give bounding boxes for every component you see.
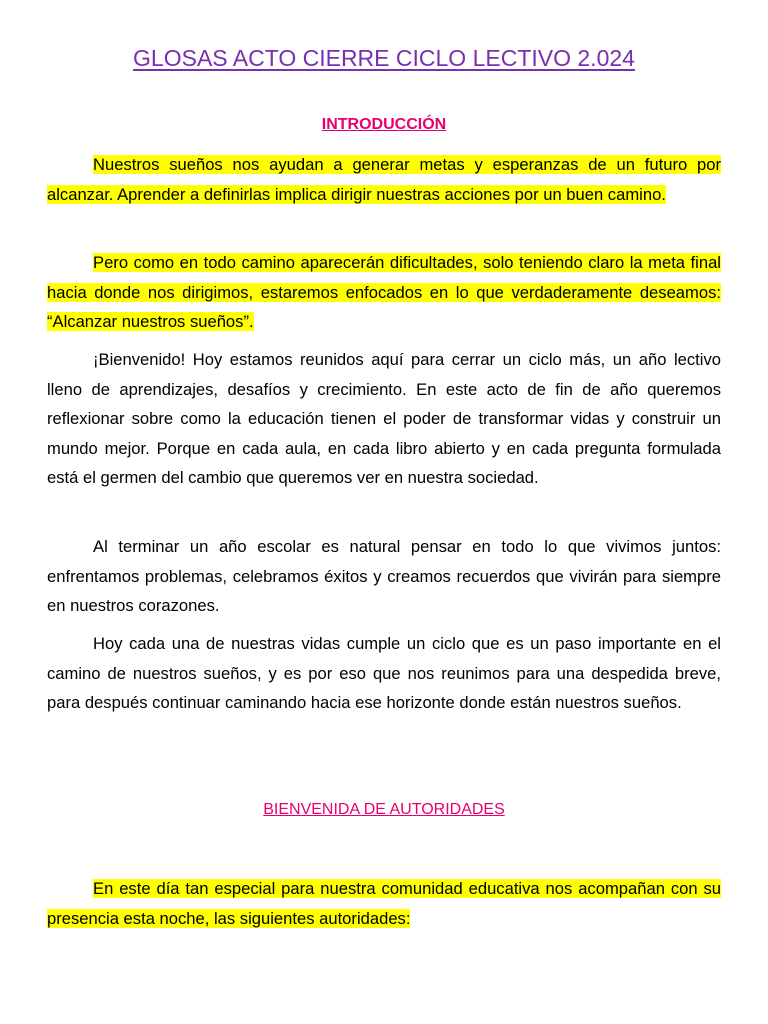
- paragraph-5-text: Hoy cada una de nuestras vidas cumple un ciclo que es un paso importante en el camino de nuestros sueños, y es por eso que nos reunimos para una despedida breve, para después continuar caminando hacia ese horizonte donde están nuestros sueños.: [47, 634, 721, 712]
- paragraph-4-text: Al terminar un año escolar es natural pensar en todo lo que vivimos juntos: enfrentamos problemas, celebramos éxitos y creamos recuerdos que vivirán para siempre en nuestros corazones.: [47, 537, 721, 615]
- paragraph-2: [47, 248, 721, 337]
- section-heading-introduccion: INTRODUCCIÓN: [321, 116, 447, 133]
- paragraph-1-text: Nuestros sueños nos ayudan a generar metas y esperanzas de un futuro por alcanzar. Aprender a definirlas implica dirigir nuestras acciones por un buen camino.: [47, 155, 721, 204]
- paragraph-5: [47, 629, 721, 718]
- paragraph-3: [47, 345, 721, 493]
- section-heading-bienvenida: BIENVENIDA DE AUTORIDADES: [263, 801, 505, 818]
- paragraph-2-text: Pero como en todo camino aparecerán dificultades, solo teniendo claro la meta final hacia donde nos dirigimos, estaremos enfocados en lo que verdaderamente deseamos: “Alcanzar nuestros sueños”.: [47, 253, 721, 331]
- paragraph-4: [47, 532, 721, 621]
- paragraph-6-text: En este día tan especial para nuestra comunidad educativa nos acompañan con su presencia esta noche, las siguientes autoridades:: [47, 879, 721, 928]
- paragraph-3-text: ¡Bienvenido! Hoy estamos reunidos aquí para cerrar un ciclo más, un año lectivo lleno de aprendizajes, desafíos y crecimiento. En este acto de fin de año queremos reflexionar sobre como la educación tienen el poder de transformar vidas y construir un mundo mejor. Porque en cada aula, en cada libro abierto y en cada pregunta formulada está el germen del cambio que queremos ver en nuestra sociedad.: [47, 350, 721, 487]
- paragraph-6: [47, 874, 721, 933]
- paragraph-1: [47, 150, 721, 209]
- document-title: GLOSAS ACTO CIERRE CICLO LECTIVO 2.024: [133, 45, 635, 71]
